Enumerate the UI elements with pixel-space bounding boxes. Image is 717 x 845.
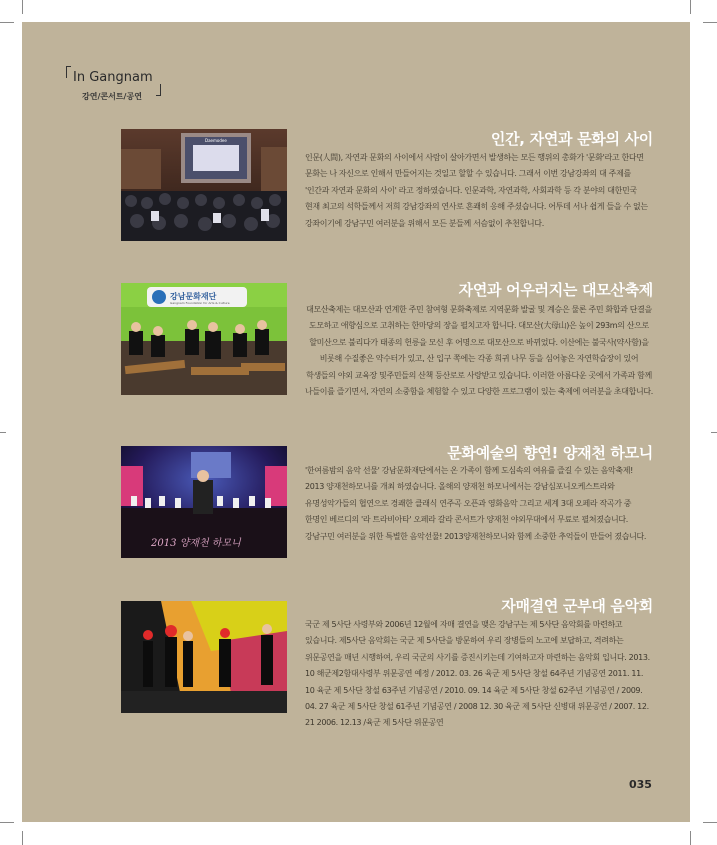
crop-mark: [0, 822, 14, 823]
crop-mark: [22, 0, 23, 14]
crop-mark: [703, 22, 717, 23]
article-body: 대모산축제는 대모산과 연계한 주민 참여형 문화축제로 지역문화 발굴 및 계승은 물론 주민 화합과 단결을 도모하고 애향심으로 고취하는 한마당의 장을 펼치고자 합니다. 대모산(大母山)은 높이 293m의 산으로 할미산으로 불리다가 태종의 헌릉을 모신 후 어명으로 대모산으로 바뀌었다. 이산에는 불국사(약사함)을 비롯해 수질좋은 약수터가 있고, 산 입구 쪽에는 각종 희귀 나무 등을 심어놓은 자연학습장이 있어 학생들의 야외 교육장 및주민들의 산책 등산로로 사랑받고 있습니다. 이러한 아름다운 곳에서 가족과 함께 나들이를 즐기면서, 자연의 소중함을 체험할 수 있고 다양한 프로그램이 있는 축제에 여러분을 초대합니다.: [305, 305, 653, 397]
bracket-left: [66, 66, 71, 78]
article-title: 문화예술의 향연! 양재천 하모니: [447, 444, 653, 462]
crop-mark: [0, 432, 6, 433]
article-body: 인문(人間), 자연과 문화의 사이에서 사람이 살아가면서 발생하는 모든 행위의 총화가 '문화'라고 한다면 문화는 나 자신으로 인해서 만들어지는 것일고 할할 수 있습니다. 그래서 이번 강남강좌의 대 주제를 '인간과 자연과 문화의 사이' 라고 정하였습니다. 인문과학, 자연과학, 사회과학 등 각 분야의 대한민국 현재 최고의 석학들께서 저희 강남강좌의 연사로 흔쾌히 응해 주셨습니다. 어투데 서나 쉽게 들을 수 없는 강좌이기에 강남구민 여러분을 위해서 모든 분들께 서슴없이 추천합니다.: [305, 153, 648, 228]
section-title: In Gangnam: [73, 70, 153, 85]
article-title: 자연과 어우러지는 대모산축제: [458, 281, 653, 299]
orchestra-stage-photo: [121, 446, 287, 558]
dance-performance-photo: [121, 601, 287, 713]
article-body: '한여름밤의 음악 선물' 강남문화재단에서는 온 가족이 함께 도심속의 여유를 즐길 수 있는 음악축제! 2013 양재천하모니를 개최 하였습니다. 올해의 양재천 하모니에서는 강남심포니오케스트라와 유명성악가들의 협연으로 경쾌한 클래식 연주곡 오픈과 영화음악 그리고 세계 3대 오페라 작곡가 중 한명인 베르디의 '라 트라비아타' 오페라 갈라 콘서트가 양재천 야외무대에서 무료로 펼쳐졌습니다. 강남구민 여러분을 위한 특별한 음악선물! 2013양재천하모니와 함께 소중한 추억들이 만들어 졌습니다.: [305, 466, 647, 541]
gayageum-performance-photo: [121, 283, 287, 395]
lecture-hall-photo: [121, 129, 287, 241]
banner-logo-text: 강남문화재단: [170, 292, 217, 301]
article-title: 자매결연 군부대 음악회: [501, 597, 653, 615]
page-number: 035: [629, 778, 652, 791]
screen-caption: Daemodee: [205, 138, 227, 143]
section-subtitle: 강연/콘서트/공연: [82, 92, 142, 101]
bracket-right: [156, 84, 161, 96]
article-body: 국군 제 5사단 사령부와 2006년 12월에 자매 결연을 맺은 강남구는 제 5사단 음악회를 마련하고 있습니다. 제5사단 음악회는 국군 제 5사단을 방문하여 우리 장병들의 노고에 보답하고, 격려하는 위문공연을 매년 시행하여, 우리 국군의 사기를 증진시키는데 기여하고자 마련하는 음악회 입니다. 2013. 10 해군제2함대사령부 위문공연 예정 / 2012. 03. 26 육군 제 5사단 창설 64주년 기념공연 2011. 11. 10 육군 제 5사단 창설 63주년 기념공연 / 2010. 09. 14 육군 제 5사단 창설 62주년 기념공연 / 2009. 04. 27 육군 제 5사단 창설 61주년 기념공연 / 2008 12. 30 육군 제 5사단 신병대 위문공연 / 2007. 12. 21 2006. 12.13 /육군 제 5사단 위문공연: [305, 620, 650, 728]
article-title: 인간, 자연과 문화의 사이: [490, 130, 653, 148]
svg-text:2013 양재천 하모니: 2013 양재천 하모니: [151, 538, 241, 549]
crop-mark: [690, 0, 691, 14]
crop-mark: [690, 831, 691, 845]
crop-mark: [703, 822, 717, 823]
crop-mark: [0, 22, 14, 23]
banner-logo-subtext: Gangnam Foundation for Arts & Culture: [170, 301, 230, 305]
crop-mark: [711, 432, 717, 433]
crop-mark: [22, 831, 23, 845]
